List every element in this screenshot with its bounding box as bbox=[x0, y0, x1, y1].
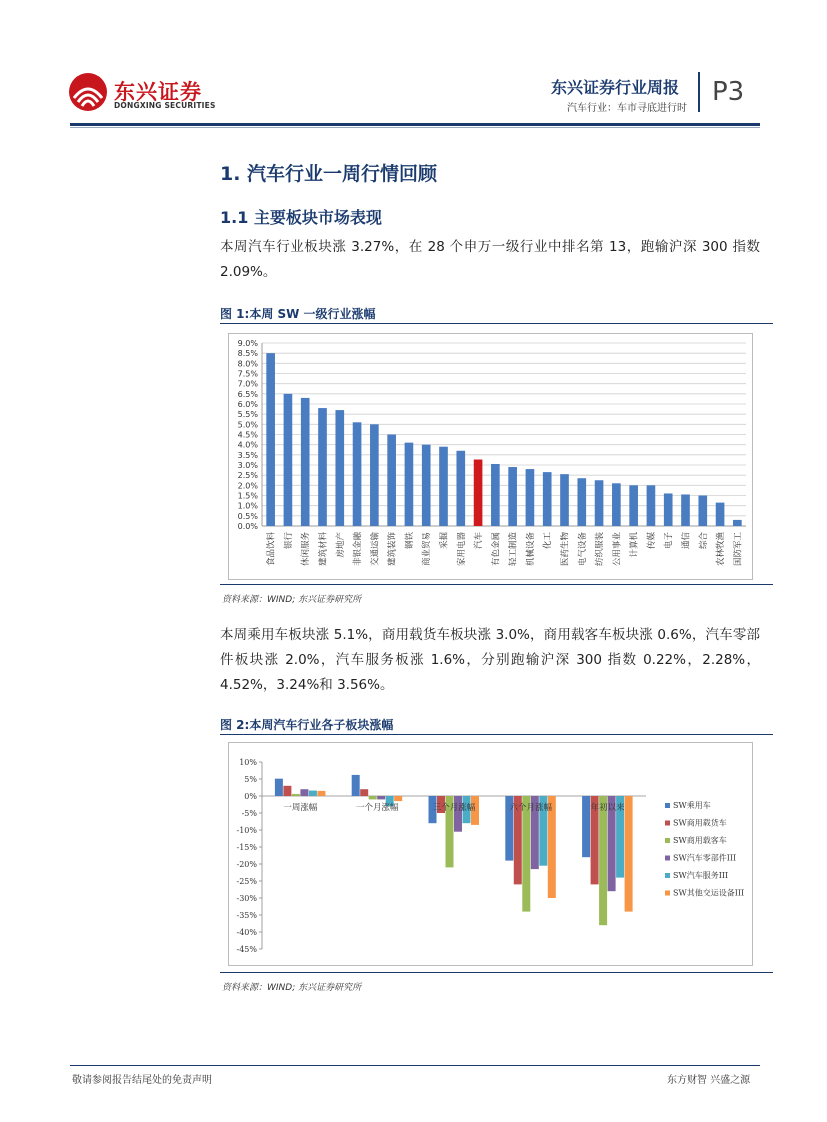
chart-1-tick-label: 8.5% bbox=[237, 349, 258, 359]
chart-1-category-label: 食品饮料 bbox=[266, 532, 277, 567]
chart-2-bar-5-1 bbox=[309, 791, 317, 796]
chart-1-tick-label: 0.0% bbox=[237, 522, 258, 531]
chart-1-bar-7 bbox=[370, 424, 379, 526]
figure-1-top-rule bbox=[220, 323, 773, 324]
figure-1-source: 资料来源：WIND; 东兴证券研究所 bbox=[222, 595, 362, 605]
chart-1-tick-label: 5.5% bbox=[237, 410, 258, 420]
chart-1-category-label: 交通运输 bbox=[370, 532, 381, 567]
chart-2-tick-label: 5% bbox=[244, 775, 257, 784]
company-logo-text: 东兴证券 bbox=[114, 80, 202, 104]
chart-1-bar-5 bbox=[335, 410, 344, 526]
chart-2-legend-label: SW商用载货车 bbox=[673, 818, 727, 828]
chart-1-tick-label: 4.0% bbox=[237, 440, 258, 450]
footer-slogan: 东方财智 兴盛之源 bbox=[667, 1075, 751, 1086]
chart-1-bar-15 bbox=[508, 467, 517, 526]
chart-1-bar-27 bbox=[716, 503, 725, 526]
chart-1-bar-9 bbox=[405, 443, 414, 526]
chart-1-tick-label: 8.0% bbox=[237, 359, 258, 369]
chart-1-category-label: 休闲服务 bbox=[301, 532, 312, 567]
chart-1-bar-2 bbox=[284, 394, 293, 526]
chart-2-tick-label: -30% bbox=[236, 894, 257, 903]
chart-1-category-label: 电气设备 bbox=[577, 532, 588, 567]
chart-1-bar-4 bbox=[318, 408, 327, 526]
chart-1-bar-20 bbox=[595, 480, 604, 526]
page-number: P3 bbox=[712, 77, 745, 107]
chart-2-category-label: 六个月涨幅 bbox=[509, 803, 553, 813]
chart-1-category-label: 建筑装饰 bbox=[387, 532, 398, 567]
header-rule bbox=[70, 123, 760, 126]
chart-1-bar-3 bbox=[301, 398, 310, 526]
paragraph-industry-performance: 本周汽车行业板块涨 3.27%，在 28 个申万一级行业中排名第 13，跑输沪深 300 指数 2.09%。 bbox=[220, 239, 760, 280]
chart-1-category-label: 汽车 bbox=[474, 532, 485, 550]
chart-2-legend-swatch-4 bbox=[665, 856, 670, 861]
chart-2-tick-label: -5% bbox=[241, 809, 257, 818]
chart-2-bar-1-1 bbox=[275, 779, 283, 796]
header-separator bbox=[698, 72, 700, 112]
chart-1-category-label: 通信 bbox=[681, 532, 692, 550]
chart-1-tick-label: 6.0% bbox=[237, 400, 258, 409]
chart-1-category-label: 轻工制造 bbox=[508, 532, 519, 567]
chart-1-tick-label: 7.0% bbox=[237, 379, 258, 389]
chart-1-category-label: 建筑材料 bbox=[318, 532, 329, 567]
chart-2-legend-swatch-2 bbox=[665, 821, 670, 826]
chart-1-category-label: 传媒 bbox=[646, 532, 657, 550]
chart-2-bar-4-1 bbox=[300, 789, 308, 796]
chart-2-legend-label: SW汽车零部件III bbox=[673, 853, 737, 863]
chart-2-tick-label: -10% bbox=[236, 826, 257, 835]
chart-1-tick-label: 4.5% bbox=[237, 430, 258, 440]
chart-2-tick-label: -45% bbox=[236, 945, 257, 954]
chart-1-category-label: 农林牧渔 bbox=[716, 532, 727, 567]
chart-2-tick-label: -35% bbox=[236, 911, 257, 920]
chart-2-category-label: 一周涨幅 bbox=[283, 803, 318, 813]
chart-2-legend-swatch-5 bbox=[665, 873, 670, 878]
chart-1-tick-label: 5.0% bbox=[237, 420, 258, 430]
chart-2-bar-3-5 bbox=[599, 796, 607, 925]
chart-2-tick-label: -25% bbox=[236, 877, 257, 886]
chart-2-bar-3-4 bbox=[522, 796, 530, 912]
chart-2-tick-label: -15% bbox=[236, 843, 257, 852]
chart-1-category-label: 国防军工 bbox=[733, 532, 744, 567]
chart-2-legend-swatch-3 bbox=[665, 838, 670, 843]
chart-1-tick-label: 6.5% bbox=[237, 389, 258, 399]
section-heading: 1. 汽车行业一周行情回顾 bbox=[220, 163, 438, 185]
chart-1-tick-label: 2.5% bbox=[237, 471, 258, 481]
chart-2-legend-swatch-6 bbox=[665, 891, 670, 896]
chart-1-category-label: 采掘 bbox=[439, 532, 450, 550]
chart-1-tick-label: 2.0% bbox=[237, 481, 258, 491]
figure-1-title: 图 1:本周 SW 一级行业涨幅 bbox=[220, 307, 376, 321]
chart-1-category-label: 医药生物 bbox=[560, 532, 571, 567]
report-title: 东兴证券行业周报 bbox=[551, 78, 680, 97]
chart-1-category-label: 非银金融 bbox=[353, 532, 364, 567]
chart-2-bar-2-1 bbox=[283, 786, 291, 796]
chart-1-bar-12 bbox=[456, 451, 465, 526]
report-subtitle: 汽车行业：车市寻底进行时 bbox=[567, 103, 687, 114]
chart-2-tick-label: 0% bbox=[244, 792, 257, 801]
chart-1-bar-21 bbox=[612, 483, 621, 526]
chart-1-category-label: 综合 bbox=[698, 532, 709, 550]
chart-1-bar-19 bbox=[577, 478, 586, 526]
footer-disclaimer: 敬请参阅报告结尾处的免责声明 bbox=[72, 1075, 212, 1086]
chart-1-category-label: 银行 bbox=[283, 532, 294, 550]
chart-1-tick-label: 1.5% bbox=[237, 491, 258, 501]
chart-1-bar-1 bbox=[266, 353, 275, 526]
chart-2-legend-label: SW汽车服务III bbox=[673, 871, 729, 880]
chart-2-bar-6-2 bbox=[394, 796, 402, 801]
chart-2-bar-3-1 bbox=[292, 794, 300, 796]
figure-2-top-rule bbox=[220, 734, 773, 735]
chart-1-tick-label: 1.0% bbox=[237, 501, 258, 511]
chart-2-legend-label: SW乘用车 bbox=[673, 801, 711, 810]
chart-2-tick-label: -20% bbox=[236, 860, 257, 869]
chart-2-bar-1-2 bbox=[352, 775, 360, 796]
chart-1-bar-11 bbox=[439, 447, 448, 526]
chart-1-bar-26 bbox=[698, 496, 707, 527]
chart-1-category-label: 公用事业 bbox=[612, 532, 623, 567]
chart-1-tick-label: 7.5% bbox=[237, 369, 258, 379]
figure-2-title: 图 2:本周汽车行业各子板块涨幅 bbox=[220, 718, 394, 732]
chart-2-bar-6-1 bbox=[317, 791, 325, 796]
chart-1-category-label: 钢铁 bbox=[404, 532, 415, 550]
chart-1-category-label: 计算机 bbox=[629, 532, 640, 558]
chart-1-category-label: 房地产 bbox=[335, 532, 346, 558]
chart-1-bar-13 bbox=[474, 460, 483, 526]
chart-1-tick-label: 9.0% bbox=[237, 339, 258, 348]
company-logo-icon bbox=[68, 72, 108, 112]
chart-2-tick-label: 10% bbox=[239, 758, 257, 767]
chart-2-bar-2-2 bbox=[360, 789, 368, 796]
figure-2-bottom-rule bbox=[220, 972, 773, 973]
chart-1-category-label: 商业贸易 bbox=[422, 532, 433, 567]
chart-1-tick-label: 3.0% bbox=[237, 461, 258, 470]
chart-2-bar-3-2 bbox=[369, 796, 377, 799]
footer-rule bbox=[70, 1065, 760, 1066]
company-logo-english: DONGXING SECURITIES bbox=[114, 101, 216, 110]
chart-2-bar-4-3 bbox=[454, 796, 462, 832]
chart-2-tick-label: -40% bbox=[236, 928, 257, 937]
chart-2-legend-label: SW其他交运设备III bbox=[673, 888, 745, 898]
paragraph-subsector-performance: 本周乘用车板块涨 5.1%，商用载货车板块涨 3.0%，商用载客车板块涨 0.6%，汽车零部件板块涨 2.0%，汽车服务板涨 1.6%，分别跑输沪深 300 指数 0.22%，2.28%，4.52%，3.24%和 3.56%。 bbox=[220, 627, 760, 693]
figure-2-source: 资料来源：WIND; 东兴证券研究所 bbox=[222, 983, 362, 993]
header-rule-thin bbox=[70, 127, 760, 128]
chart-1-bar-22 bbox=[629, 485, 638, 526]
chart-2-legend-label: SW商用载客车 bbox=[673, 836, 727, 845]
chart-2-category-label: 一个月涨幅 bbox=[355, 803, 399, 813]
chart-1-bar-16 bbox=[526, 469, 535, 526]
chart-1-bar-25 bbox=[681, 494, 690, 526]
chart-2-bar-6-5 bbox=[625, 796, 633, 912]
chart-1-bar-23 bbox=[647, 485, 656, 526]
figure-1-bottom-rule bbox=[220, 584, 773, 585]
chart-1-bar-24 bbox=[664, 493, 673, 526]
chart-2-category-label: 三个月涨幅 bbox=[432, 803, 476, 813]
chart-1-category-label: 纺织服装 bbox=[595, 532, 606, 567]
subsection-heading: 1.1 主要板块市场表现 bbox=[220, 208, 382, 227]
chart-1-category-label: 家用电器 bbox=[456, 532, 467, 567]
chart-1-bar-14 bbox=[491, 464, 500, 526]
chart-2-category-label: 年初以来 bbox=[590, 803, 625, 813]
chart-1-category-label: 化工 bbox=[543, 532, 554, 550]
chart-1-bar-10 bbox=[422, 445, 431, 526]
chart-1-category-label: 电子 bbox=[664, 532, 675, 550]
chart-2-bar-1-5 bbox=[582, 796, 590, 857]
chart-1-bar-8 bbox=[387, 435, 396, 527]
chart-sw-industry-gains bbox=[228, 333, 753, 580]
chart-auto-subsector-gains bbox=[228, 742, 753, 966]
chart-2-legend-swatch-1 bbox=[665, 803, 670, 808]
chart-1-category-label: 机械设备 bbox=[525, 532, 536, 567]
chart-1-tick-label: 0.5% bbox=[237, 511, 258, 521]
chart-1-bar-6 bbox=[353, 422, 362, 526]
chart-1-bar-18 bbox=[560, 474, 569, 526]
chart-1-bar-28 bbox=[733, 520, 742, 526]
chart-1-bar-17 bbox=[543, 472, 552, 526]
chart-1-tick-label: 3.5% bbox=[237, 450, 258, 460]
chart-2-bar-4-2 bbox=[377, 796, 385, 799]
chart-1-category-label: 有色金属 bbox=[491, 532, 502, 567]
